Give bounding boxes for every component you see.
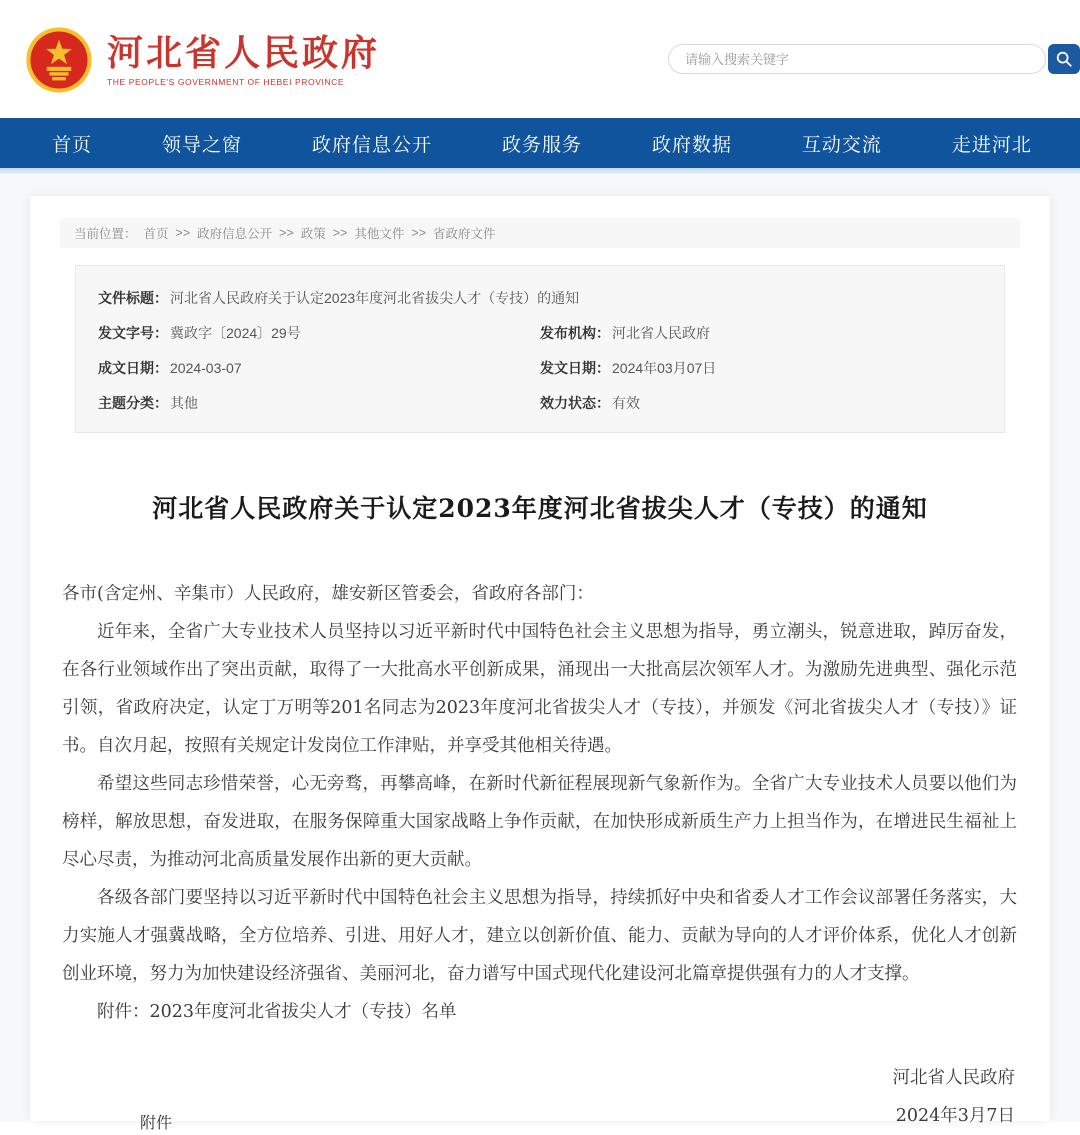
nav-item-leaders[interactable]: 领导之窗: [161, 134, 242, 156]
meta-file-title: [98, 288, 982, 308]
document-body: [62, 575, 1017, 1031]
attachment-section-partial: 附件: [140, 1113, 173, 1132]
signature-block: [30, 1059, 1050, 1135]
meta-doc-number-value: 冀政字〔2024〕29号: [170, 324, 301, 341]
nav-item-home[interactable]: 首页: [52, 134, 93, 156]
site-logo[interactable]: [25, 26, 380, 94]
meta-doc-number-label: 发文字号：: [98, 324, 168, 341]
meta-validity-status: [540, 393, 982, 413]
signature-agency: 河北省人民政府: [892, 1068, 1015, 1088]
breadcrumb-separator: >>: [279, 226, 294, 240]
meta-row-3: [98, 350, 982, 385]
salutation-paragraph: 各市(含定州、辛集市）人民政府，雄安新区管委会，省政府各部门：: [62, 584, 594, 604]
attachment-line: 附件：2023年度河北省拔尖人才（专技）名单: [97, 1002, 457, 1022]
nav-item-gov-data[interactable]: 政府数据: [651, 134, 732, 156]
search-area: [668, 44, 1080, 74]
site-title-block: [107, 33, 380, 87]
site-header: [0, 0, 1080, 118]
document-title: 河北省人民政府关于认定2023年度河北省拔尖人才（专技）的通知: [152, 494, 928, 523]
meta-topic-category-value: 其他: [170, 394, 198, 411]
body-paragraph-2: 希望这些同志珍惜荣誉，心无旁骛，再攀高峰，在新时代新征程展现新气象新作为。全省广大专业技术人员要以他们为榜样，解放思想，奋发进取，在服务保障重大国家战略上争作贡献，在加快形成新质生产力上担当作为，在增进民生福祉上尽心尽责，为推动河北高质量发展作出新的更大贡献。: [62, 774, 1017, 870]
meta-written-date-label: 成文日期：: [98, 359, 168, 376]
meta-row-title: [98, 280, 982, 315]
breadcrumb-separator: >>: [332, 226, 348, 240]
meta-written-date: [98, 358, 540, 378]
nav-item-interaction[interactable]: 互动交流: [801, 134, 882, 156]
breadcrumb-policy[interactable]: 政策: [300, 227, 326, 241]
meta-issuing-agency-value: 河北省人民政府: [612, 324, 710, 341]
main-nav: [0, 118, 1080, 168]
meta-issuing-agency-label: 发布机构：: [540, 324, 610, 341]
site-subtitle: THE PEOPLE'S GOVERNMENT OF HEBEI PROVINCE: [107, 76, 345, 87]
nav-item-services[interactable]: 政务服务: [501, 134, 582, 156]
meta-row-4: [98, 385, 982, 420]
meta-issue-date-value: 2024年03月07日: [612, 359, 717, 376]
meta-issuing-agency: [540, 323, 982, 343]
breadcrumb-provincial-documents[interactable]: 省政府文件: [433, 227, 496, 241]
breadcrumb-prefix: 当前位置：: [74, 227, 137, 241]
document-meta-box: [75, 265, 1005, 433]
meta-topic-category-label: 主题分类：: [98, 394, 168, 411]
breadcrumb-separator: >>: [411, 226, 427, 240]
meta-validity-status-label: 效力状态：: [540, 394, 610, 411]
meta-written-date-value: 2024-03-07: [170, 359, 242, 376]
content-card: [30, 196, 1050, 1132]
meta-file-title-label: 文件标题：: [98, 289, 168, 306]
meta-issue-date-label: 发文日期：: [540, 359, 610, 376]
nav-item-info-disclosure[interactable]: 政府信息公开: [311, 134, 432, 156]
breadcrumb-other-documents[interactable]: 其他文件: [354, 227, 405, 241]
body-paragraph-3: 各级各部门要坚持以习近平新时代中国特色社会主义思想为指导，持续抓好中央和省委人才工作会议部署任务落实，大力实施人才强冀战略，全方位培养、引进、用好人才，建立以创新价值、能力、贡献为导向的人才评价体系，优化人才创新创业环境，努力为加快建设经济强省、美丽河北，奋力谱写中国式现代化建设河北篇章提供强有力的人才支撑。: [62, 888, 1017, 984]
breadcrumb: [60, 218, 1020, 248]
meta-validity-status-value: 有效: [612, 394, 640, 411]
meta-row-2: [98, 315, 982, 350]
meta-issue-date: [540, 358, 982, 378]
nav-item-about-hebei[interactable]: 走进河北: [951, 134, 1032, 156]
breadcrumb-home[interactable]: 首页: [143, 227, 169, 241]
meta-file-title-value: 河北省人民政府关于认定2023年度河北省拔尖人才（专技）的通知: [170, 289, 580, 306]
search-icon: [1055, 50, 1073, 68]
signature-date: 2024年3月7日: [895, 1106, 1015, 1126]
search-button[interactable]: [1048, 44, 1080, 74]
meta-topic-category: [98, 393, 540, 413]
body-paragraph-1: 近年来，全省广大专业技术人员坚持以习近平新时代中国特色社会主义思想为指导，勇立潮头，锐意进取，踔厉奋发，在各行业领域作出了突出贡献，取得了一大批高水平创新成果，涌现出一大批高层次领军人才。为激励先进典型、强化示范引领，省政府决定，认定丁万明等201名同志为2023年度河北省拔尖人才（专技），并颁发《河北省拔尖人才（专技）》证书。自次月起，按照有关规定计发岗位工作津贴，并享受其他相关待遇。: [62, 622, 1017, 756]
site-title: 河北省人民政府: [107, 32, 381, 74]
breadcrumb-info-disclosure[interactable]: 政府信息公开: [197, 227, 273, 241]
search-input[interactable]: [668, 44, 1046, 74]
breadcrumb-separator: >>: [175, 226, 191, 240]
national-emblem-icon: [25, 26, 93, 94]
meta-doc-number: [98, 323, 540, 343]
